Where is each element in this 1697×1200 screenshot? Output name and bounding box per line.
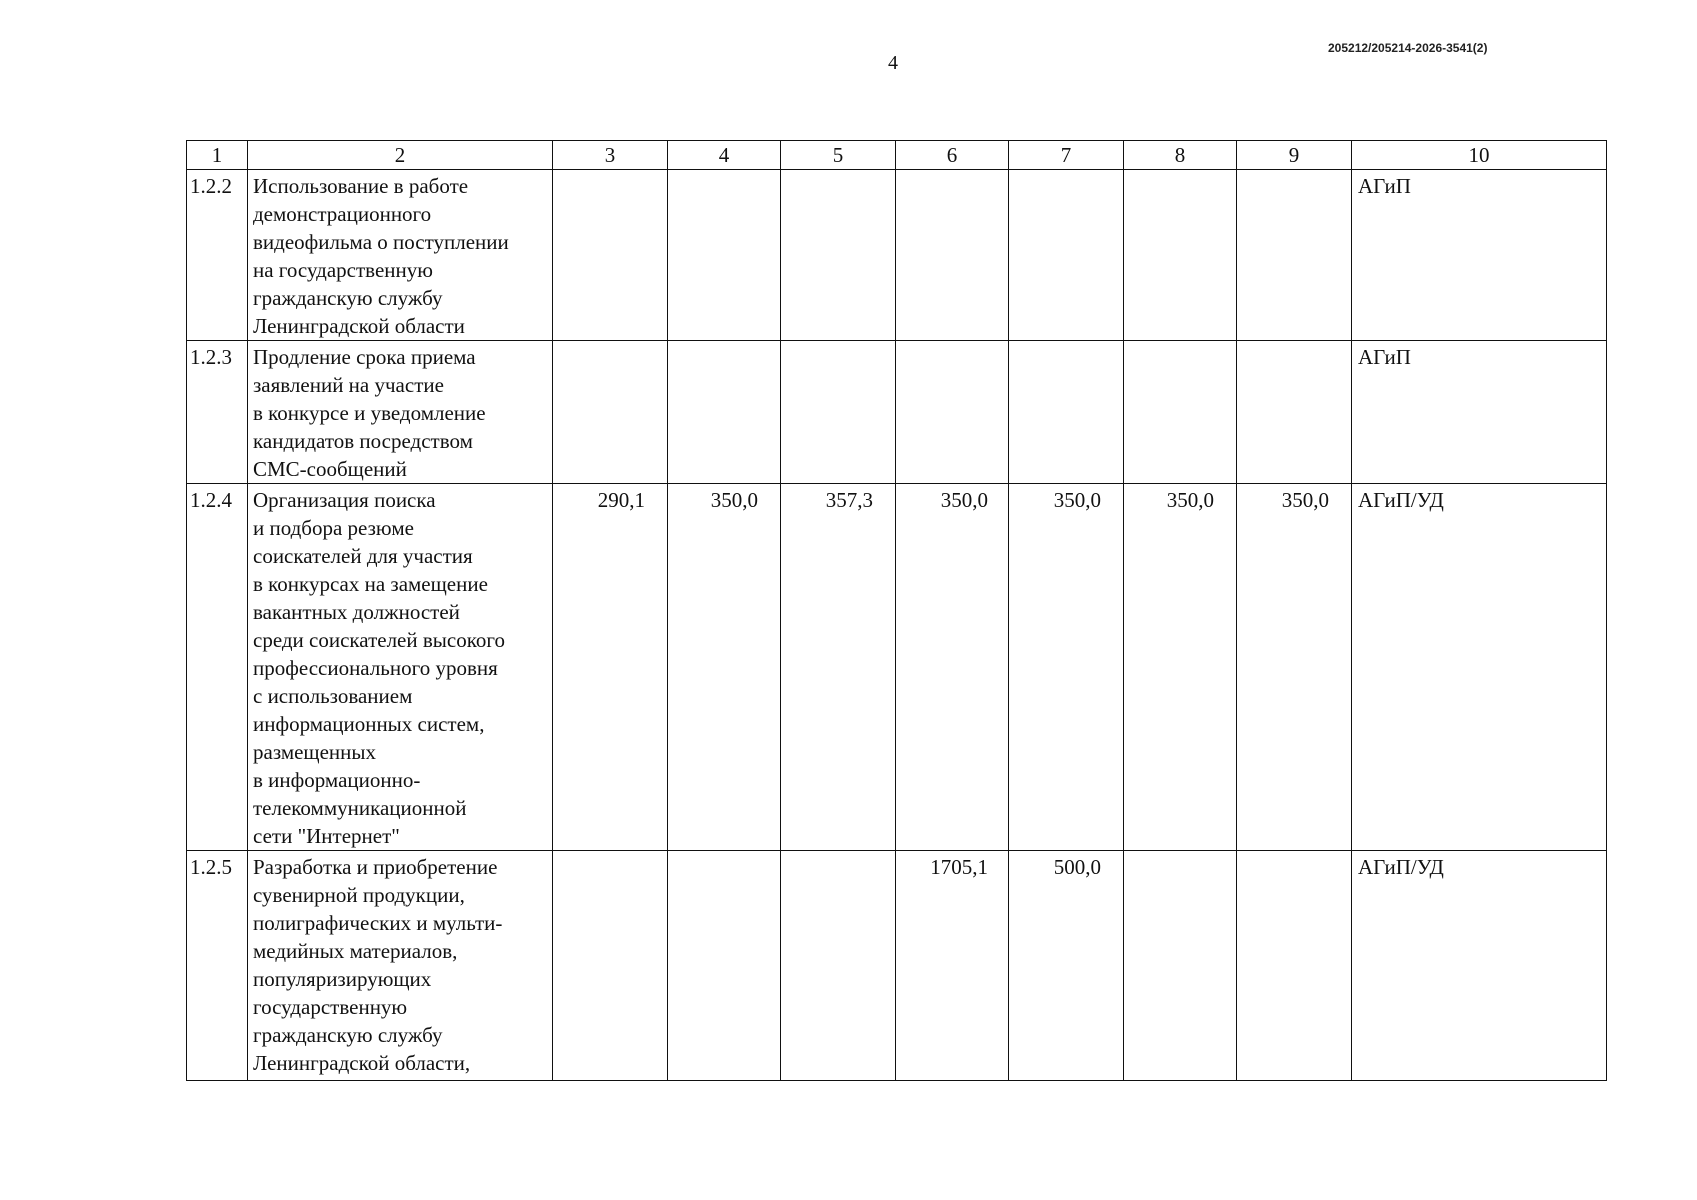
description-line: Организация поиска — [253, 488, 436, 512]
value-cell: 350,0 — [896, 484, 1009, 851]
column-header: 9 — [1237, 141, 1352, 170]
item-number: 1.2.2 — [187, 170, 248, 341]
column-header: 7 — [1009, 141, 1124, 170]
column-number-header-row — [187, 141, 1607, 170]
value-cell: 350,0 — [1237, 484, 1352, 851]
description-line: среди соискателей высокого — [253, 628, 505, 652]
value-cell — [781, 851, 896, 1081]
column-header: 4 — [668, 141, 781, 170]
column-header: 1 — [187, 141, 248, 170]
description-line: телекоммуникационной — [253, 796, 467, 820]
item-number: 1.2.4 — [187, 484, 248, 851]
description-line: и подбора резюме — [253, 516, 414, 540]
value-cell: 350,0 — [1124, 484, 1237, 851]
value-cell — [1009, 170, 1124, 341]
value-cell — [781, 341, 896, 484]
description-line: соискателей для участия — [253, 544, 473, 568]
item-description — [248, 851, 553, 1081]
description-line: СМС-сообщений — [253, 457, 407, 481]
column-header: 2 — [248, 141, 553, 170]
description-line: заявлений на участие — [253, 373, 444, 397]
responsible-cell: АГиП/УД — [1352, 851, 1607, 1081]
column-header: 10 — [1352, 141, 1607, 170]
description-line: медийных материалов, — [253, 939, 458, 963]
description-line: государственную — [253, 995, 408, 1019]
value-cell — [668, 851, 781, 1081]
description-line: на государственную — [253, 258, 433, 282]
description-line: информационных систем, — [253, 712, 485, 736]
value-cell — [1237, 851, 1352, 1081]
column-header: 6 — [896, 141, 1009, 170]
item-description — [248, 170, 553, 341]
description-line: сети "Интернет" — [253, 824, 400, 848]
value-cell — [1124, 341, 1237, 484]
column-header: 5 — [781, 141, 896, 170]
page-number: 4 — [888, 52, 898, 74]
item-description — [248, 341, 553, 484]
value-cell — [668, 341, 781, 484]
description-line: размещенных — [253, 740, 377, 764]
description-line: Ленинградской области, — [253, 1051, 471, 1075]
document-id: 205212/205214-2026-3541(2) — [1328, 41, 1488, 55]
value-cell — [1009, 341, 1124, 484]
item-number: 1.2.5 — [187, 851, 248, 1081]
value-cell — [1124, 170, 1237, 341]
value-cell: 350,0 — [668, 484, 781, 851]
value-cell: 357,3 — [781, 484, 896, 851]
value-cell: 500,0 — [1009, 851, 1124, 1081]
value-cell — [781, 170, 896, 341]
value-cell — [1237, 170, 1352, 341]
description-line: Использование в работе — [253, 174, 469, 198]
value-cell — [896, 170, 1009, 341]
value-cell: 1705,1 — [896, 851, 1009, 1081]
table-row — [187, 851, 1607, 1081]
description-line: гражданскую службу — [253, 286, 443, 310]
column-header: 8 — [1124, 141, 1237, 170]
value-cell — [553, 851, 668, 1081]
description-line: в конкурсах на замещение — [253, 572, 488, 596]
description-line: Разработка и приобретение — [253, 855, 498, 879]
description-line: гражданскую службу — [253, 1023, 443, 1047]
value-cell — [553, 341, 668, 484]
responsible-cell: АГиП/УД — [1352, 484, 1607, 851]
description-line: популяризирующих — [253, 967, 432, 991]
responsible-cell: АГиП — [1352, 170, 1607, 341]
description-line: демонстрационного — [253, 202, 432, 226]
description-line: в конкурсе и уведомление — [253, 401, 486, 425]
description-line: полиграфических и мульти- — [253, 911, 503, 935]
description-line: Ленинградской области — [253, 314, 465, 338]
description-line: Продление срока приема — [253, 345, 476, 369]
item-description — [248, 484, 553, 851]
item-number: 1.2.3 — [187, 341, 248, 484]
description-line: профессионального уровня — [253, 656, 498, 680]
value-cell — [1237, 341, 1352, 484]
value-cell: 290,1 — [553, 484, 668, 851]
table-row — [187, 170, 1607, 341]
table-row — [187, 341, 1607, 484]
description-line: кандидатов посредством — [253, 429, 473, 453]
value-cell — [1124, 851, 1237, 1081]
value-cell: 350,0 — [1009, 484, 1124, 851]
description-line: сувенирной продукции, — [253, 883, 465, 907]
value-cell — [896, 341, 1009, 484]
description-line: в информационно- — [253, 768, 421, 792]
description-line: видеофильма о поступлении — [253, 230, 509, 254]
description-line: вакантных должностей — [253, 600, 460, 624]
program-table — [186, 140, 1607, 1081]
value-cell — [668, 170, 781, 341]
responsible-cell: АГиП — [1352, 341, 1607, 484]
value-cell — [553, 170, 668, 341]
column-header: 3 — [553, 141, 668, 170]
table-row — [187, 484, 1607, 851]
description-line: с использованием — [253, 684, 413, 708]
